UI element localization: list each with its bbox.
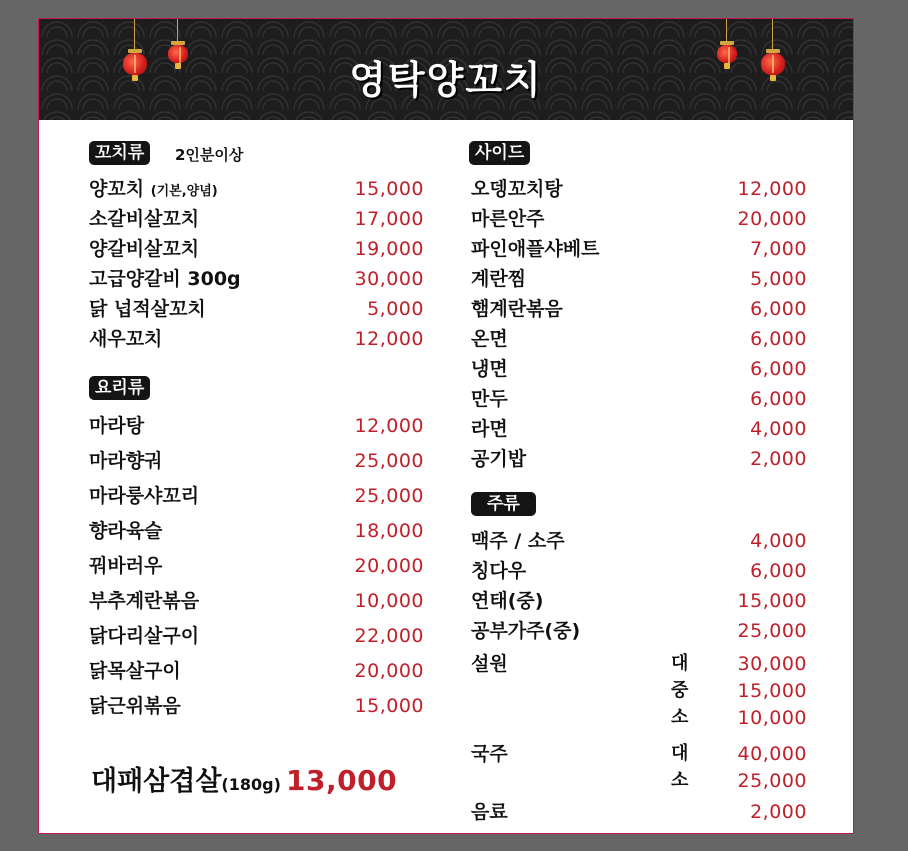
- menu-item: 음료 2,000: [471, 801, 807, 823]
- menu-item: 만두 6,000: [471, 388, 807, 410]
- menu-item: 냉면 6,000: [471, 358, 807, 380]
- menu-item: 마라향궈 25,000: [89, 450, 424, 472]
- menu-board: [38, 18, 854, 834]
- menu-item: 마라룽샤꼬리 25,000: [89, 485, 424, 507]
- menu-item: 양꼬치 (기본,양념) 15,000: [89, 178, 424, 200]
- menu-item: 라면 4,000: [471, 418, 807, 440]
- menu-item-seolwon: 설원 대 30,000: [471, 653, 807, 675]
- menu-item: 맥주 / 소주 4,000: [471, 530, 807, 552]
- menu-item: 새우꼬치 12,000: [89, 328, 424, 350]
- menu-item: 소갈비살꼬치 17,000: [89, 208, 424, 230]
- size-row: 소 25,000: [671, 770, 807, 792]
- menu-item: 연태(중) 15,000: [471, 590, 807, 612]
- special-price: 13,000: [286, 764, 398, 797]
- menu-item: 마른안주 20,000: [471, 208, 807, 230]
- menu-item: 공부가주(중) 25,000: [471, 620, 807, 642]
- menu-item: 닭 넙적살꼬치 5,000: [89, 298, 424, 320]
- menu-header: [39, 19, 853, 120]
- menu-item: 계란찜 5,000: [471, 268, 807, 290]
- menu-item: 고급양갈비 300g 30,000: [89, 268, 424, 290]
- menu-item: 오뎅꼬치탕 12,000: [471, 178, 807, 200]
- skewers-note: 2인분이상: [175, 146, 244, 164]
- menu-item: 꿔바러우 20,000: [89, 555, 424, 577]
- menu-item: 마라탕 12,000: [89, 415, 424, 437]
- menu-item: 파인애플샤베트 7,000: [471, 238, 807, 260]
- menu-item: 닭목살구이 20,000: [89, 660, 424, 682]
- menu-item: 온면 6,000: [471, 328, 807, 350]
- size-row: 중 15,000: [671, 680, 807, 702]
- restaurant-title: 영탁양꼬치: [349, 58, 543, 102]
- section-header-skewers: 꼬치류: [89, 141, 150, 165]
- menu-item: 햄계란볶음 6,000: [471, 298, 807, 320]
- menu-item: 양갈비살꼬치 19,000: [89, 238, 424, 260]
- special-name: 대패삼겹살: [91, 766, 222, 797]
- menu-item: 닭다리살구이 22,000: [89, 625, 424, 647]
- menu-item: 공기밥 2,000: [471, 448, 807, 470]
- menu-item: 닭근위볶음 15,000: [89, 695, 424, 717]
- special-weight: (180g): [221, 775, 281, 794]
- menu-item: 칭다우 6,000: [471, 560, 807, 582]
- special-item: [91, 759, 397, 798]
- size-row: 소 10,000: [671, 707, 807, 729]
- menu-item-gukju: 국주 대 40,000: [471, 743, 807, 765]
- section-header-dishes: 요리류: [89, 376, 150, 400]
- menu-item: 향라육슬 18,000: [89, 520, 424, 542]
- section-header-sides: 사이드: [469, 141, 530, 165]
- section-header-drinks: 주류: [471, 492, 536, 516]
- menu-item: 부추계란볶음 10,000: [89, 590, 424, 612]
